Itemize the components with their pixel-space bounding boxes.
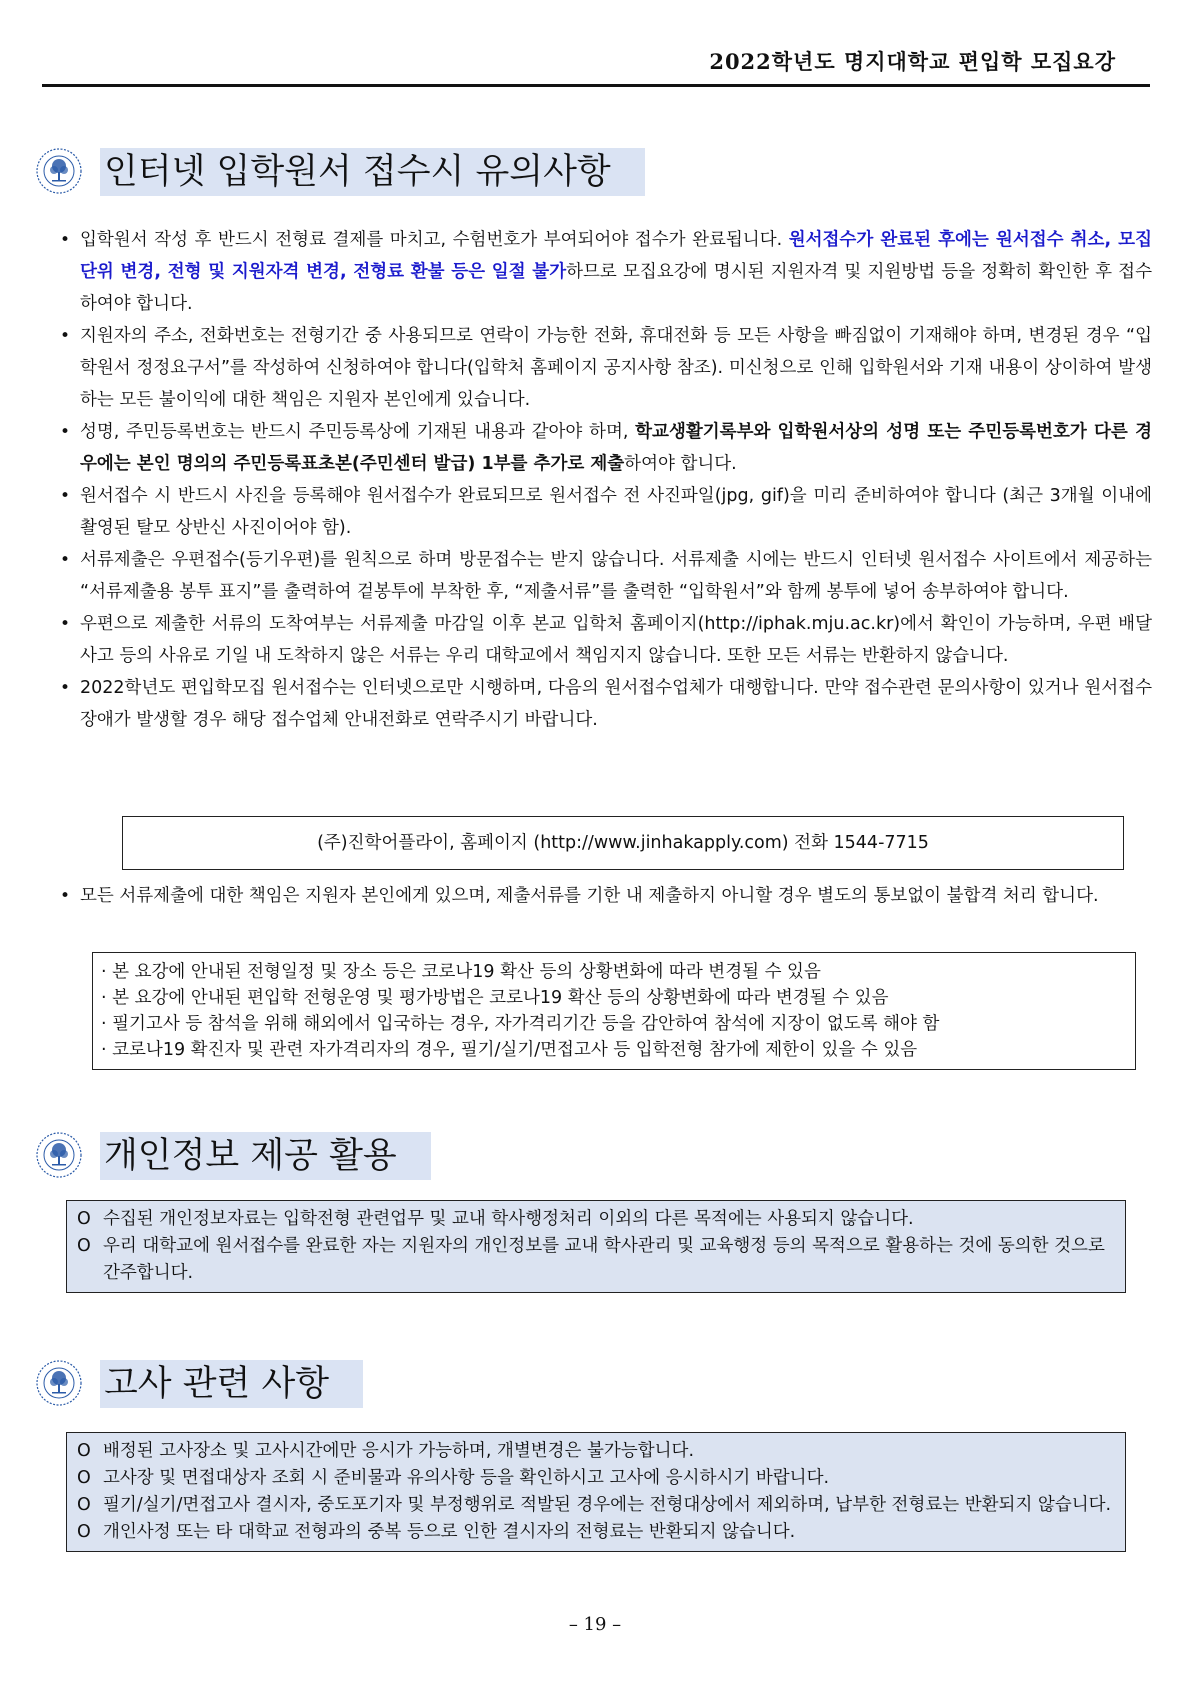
list-item: • 서류제출은 우편접수(등기우편)를 원칙으로 하며 방문접수는 받지 않습니다. 서류제출 시에는 반드시 인터넷 원서접수 사이트에서 제공하는 “서류제출용 봉투 표지”를 출력하여 겉봉투에 부착한 후, “제출서류”를 출력한 “입학원서”와 함께 봉투에 넣어 송부하여야 합니다. — [60, 544, 1152, 608]
contact-box: (주)진학어플라이, 홈페이지 (http://www.jinhakapply.com) 전화 1544-7715 — [122, 816, 1124, 870]
circle-mark: O — [77, 1522, 91, 1542]
university-seal-icon — [34, 1358, 84, 1408]
list-item: • 모든 서류제출에 대한 책임은 지원자 본인에게 있으며, 제출서류를 기한 내 제출하지 아니할 경우 별도의 통보없이 불합격 처리 합니다. — [60, 880, 1152, 912]
covid-notice-line: · 본 요강에 안내된 전형일정 및 장소 등은 코로나19 확산 등의 상황변화에 따라 변경될 수 있음 — [101, 962, 821, 982]
circle-mark: O — [77, 1441, 91, 1461]
internet-notes-list — [60, 224, 1152, 736]
list-item: • 2022학년도 편입학모집 원서접수는 인터넷으로만 시행하며, 다음의 원서접수업체가 대행합니다. 만약 접수관련 문의사항이 있거나 원서접수 장애가 발생할 경우 해당 접수업체 안내전화로 연락주시기 바랍니다. — [60, 672, 1152, 736]
section-title: 개인정보 제공 활용 — [100, 1132, 431, 1180]
covid-notice-line: · 필기고사 등 참석을 위해 해외에서 입국하는 경우, 자가격리기간 등을 감안하여 참석에 지장이 없도록 해야 함 — [101, 1014, 940, 1034]
list-item: • 우편으로 제출한 서류의 도착여부는 서류제출 마감일 이후 본교 입학처 홈페이지(http://iphak.mju.ac.kr)에서 확인이 가능하며, 우편 배달사고 등의 사유로 기일 내 도착하지 않은 서류는 우리 대학교에서 책임지지 않습니다. 또한 모든 서류는 반환하지 않습니다. — [60, 608, 1152, 672]
internet-notes-list-2 — [60, 880, 1152, 912]
circle-mark: O — [77, 1468, 91, 1488]
list-item: O 우리 대학교에 원서접수를 완료한 자는 지원자의 개인정보를 교내 학사관리 및 교육행정 등의 목적으로 활용하는 것에 동의한 것으로 간주합니다. — [77, 1233, 1115, 1287]
section-title: 인터넷 입학원서 접수시 유의사항 — [100, 148, 645, 196]
section-title: 고사 관련 사항 — [100, 1360, 363, 1408]
list-item: O 필기/실기/면접고사 결시자, 중도포기자 및 부정행위로 적발된 경우에는 전형대상에서 제외하며, 납부한 전형료는 반환되지 않습니다. — [77, 1492, 1115, 1519]
emphasis-text: 학교생활기록부와 입학원서상의 성명 또는 주민등록번호가 다른 경우에는 본인 명의의 주민등록표초본(주민센터 발급) 1부를 추가로 제출 — [80, 422, 1152, 474]
circle-mark: O — [77, 1495, 91, 1515]
university-seal-icon — [34, 1130, 84, 1180]
list-item: • 지원자의 주소, 전화번호는 전형기간 중 사용되므로 연락이 가능한 전화, 휴대전화 등 모든 사항을 빠짐없이 기재해야 하며, 변경된 경우 “입학원서 정정요구서”를 작성하여 신청하여야 합니다(입학처 홈페이지 공지사항 참조). 미신청으로 인해 입학원서와 기재 내용이 상이하여 발생하는 모든 불이익에 대한 책임은 지원자 본인에게 있습니다. — [60, 320, 1152, 416]
circle-mark: O — [77, 1236, 91, 1256]
university-seal-icon — [34, 146, 84, 196]
covid-notice-line: · 코로나19 확진자 및 관련 자가격리자의 경우, 필기/실기/면접고사 등 입학전형 참가에 제한이 있을 수 있음 — [101, 1040, 918, 1060]
list-item: O 고사장 및 면접대상자 조회 시 준비물과 유의사항 등을 확인하시고 고사에 응시하시기 바랍니다. — [77, 1465, 1115, 1492]
exam-box — [66, 1432, 1126, 1552]
list-item: O 수집된 개인정보자료는 입학전형 관련업무 및 교내 학사행정처리 이외의 다른 목적에는 사용되지 않습니다. — [77, 1206, 1115, 1233]
privacy-box — [66, 1200, 1126, 1293]
emphasis-text: 원서접수가 완료된 후에는 원서접수 취소, 모집단위 변경, 전형 및 지원자격 변경, 전형료 환불 등은 일절 불가 — [80, 230, 1152, 282]
list-item: • 입학원서 작성 후 반드시 전형료 결제를 마치고, 수험번호가 부여되어야 접수가 완료됩니다. 원서접수가 완료된 후에는 원서접수 취소, 모집단위 변경, 전형 및 지원자격 변경, 전형료 환불 등은 일절 불가하므로 모집요강에 명시된 지원자격 및 지원방법 등을 정확히 확인한 후 접수하여야 합니다. — [60, 224, 1152, 320]
page-header — [42, 44, 1150, 87]
list-item: • 성명, 주민등록번호는 반드시 주민등록상에 기재된 내용과 같아야 하며, 학교생활기록부와 입학원서상의 성명 또는 주민등록번호가 다른 경우에는 본인 명의의 주민등록표초본(주민센터 발급) 1부를 추가로 제출하여야 합니다. — [60, 416, 1152, 480]
page-number: – 19 – — [568, 1614, 622, 1635]
list-item: • 원서접수 시 반드시 사진을 등록해야 원서접수가 완료되므로 원서접수 전 사진파일(jpg, gif)을 미리 준비하여야 합니다 (최근 3개월 이내에 촬영된 탈모 상반신 사진이어야 함). — [60, 480, 1152, 544]
covid-notice-line: · 본 요강에 안내된 편입학 전형운영 및 평가방법은 코로나19 확산 등의 상황변화에 따라 변경될 수 있음 — [101, 988, 889, 1008]
covid-notice-box — [92, 952, 1136, 1070]
header-title: 2022학년도 명지대학교 편입학 모집요강 — [709, 49, 1116, 74]
circle-mark: O — [77, 1209, 91, 1229]
list-item: O 배정된 고사장소 및 고사시간에만 응시가 가능하며, 개별변경은 불가능합니다. — [77, 1438, 1115, 1465]
list-item: O 개인사정 또는 타 대학교 전형과의 중복 등으로 인한 결시자의 전형료는 반환되지 않습니다. — [77, 1519, 1115, 1546]
